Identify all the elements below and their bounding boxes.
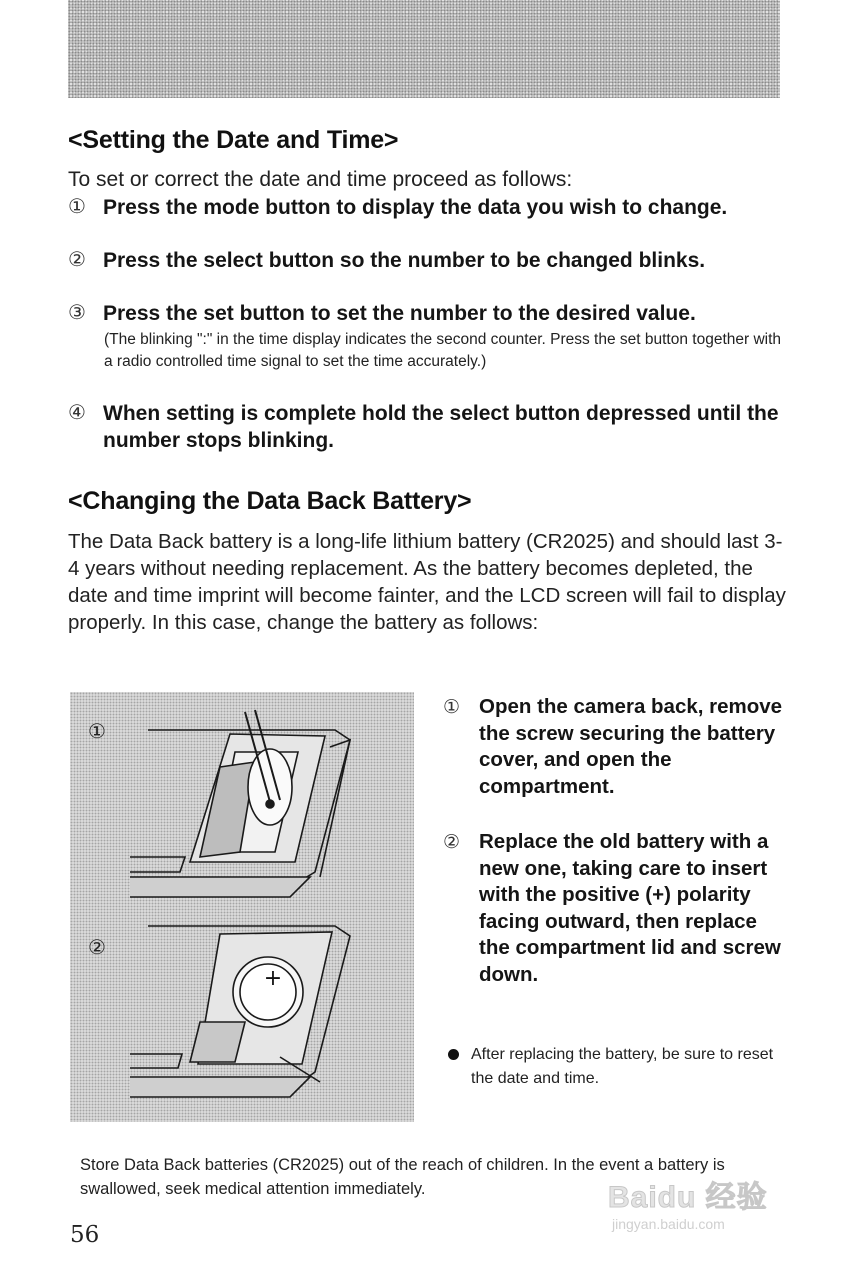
step-3-note: (The blinking ":" in the time display indicates the second counter. Press the set button together with a radio controlled time signal to set the time accurately.)	[104, 331, 782, 370]
top-decorative-band	[68, 0, 780, 98]
figure-label-1: ①	[88, 719, 106, 743]
step-1	[68, 194, 784, 221]
reset-reminder-text: After replacing the battery, be sure to reset the date and time.	[471, 1046, 774, 1087]
battery-step-1	[443, 694, 783, 800]
panel-2-drawing	[130, 926, 350, 1097]
battery-step-2	[443, 829, 783, 988]
step-text: When setting is complete hold the select button depressed until the number stops blinking.	[103, 402, 779, 452]
watermark-main: Baidu 经验	[608, 1181, 768, 1214]
step-text: Press the mode button to display the data you wish to change.	[103, 196, 728, 219]
step-2	[68, 247, 784, 274]
step-number: ①	[443, 696, 461, 718]
step-text: Open the camera back, remove the screw securing the battery cover, and open the compartment.	[479, 695, 783, 798]
step-text: Press the select button so the number to be changed blinks.	[103, 249, 706, 272]
panel-1-drawing	[130, 710, 350, 897]
step-4	[68, 400, 784, 454]
step-number: ②	[443, 831, 461, 853]
watermark-url: jingyan.baidu.com	[612, 1216, 725, 1232]
step-number: ④	[68, 400, 86, 424]
battery-illustration	[70, 692, 414, 1122]
battery-polarity-mark: +	[263, 966, 283, 991]
watermark	[608, 1172, 798, 1242]
step-number: ②	[68, 247, 86, 271]
step-3	[68, 300, 784, 327]
reset-reminder	[448, 1043, 778, 1091]
step-number: ③	[68, 300, 86, 324]
page-number: 56	[70, 1222, 100, 1248]
step-text: Press the set button to set the number to the desired value.	[103, 302, 696, 325]
battery-illustration-drawing	[70, 692, 414, 1122]
section-title-date-time: <Setting the Date and Time>	[68, 126, 399, 154]
battery-paragraph: The Data Back battery is a long-life lithium battery (CR2025) and should last 3-4 years without needing replacement. As the battery becomes depleted, the date and time imprint will become fainter, and the LCD screen will fail to display properly. In this case, change the battery as follows:	[68, 530, 786, 634]
bullet-icon	[448, 1049, 459, 1060]
step-number: ①	[68, 194, 86, 218]
section-intro: To set or correct the date and time proceed as follows:	[68, 168, 573, 191]
figure-label-2: ②	[88, 935, 106, 959]
safety-footnote: Store Data Back batteries (CR2025) out of the reach of children. In the event a battery is swallowed, seek medical attention immediately.	[80, 1156, 725, 1198]
step-text: Replace the old battery with a new one, taking care to insert with the positive (+) polarity facing outward, then replace the compartment lid and screw down.	[479, 830, 781, 986]
section-title-battery: <Changing the Data Back Battery>	[68, 487, 472, 515]
